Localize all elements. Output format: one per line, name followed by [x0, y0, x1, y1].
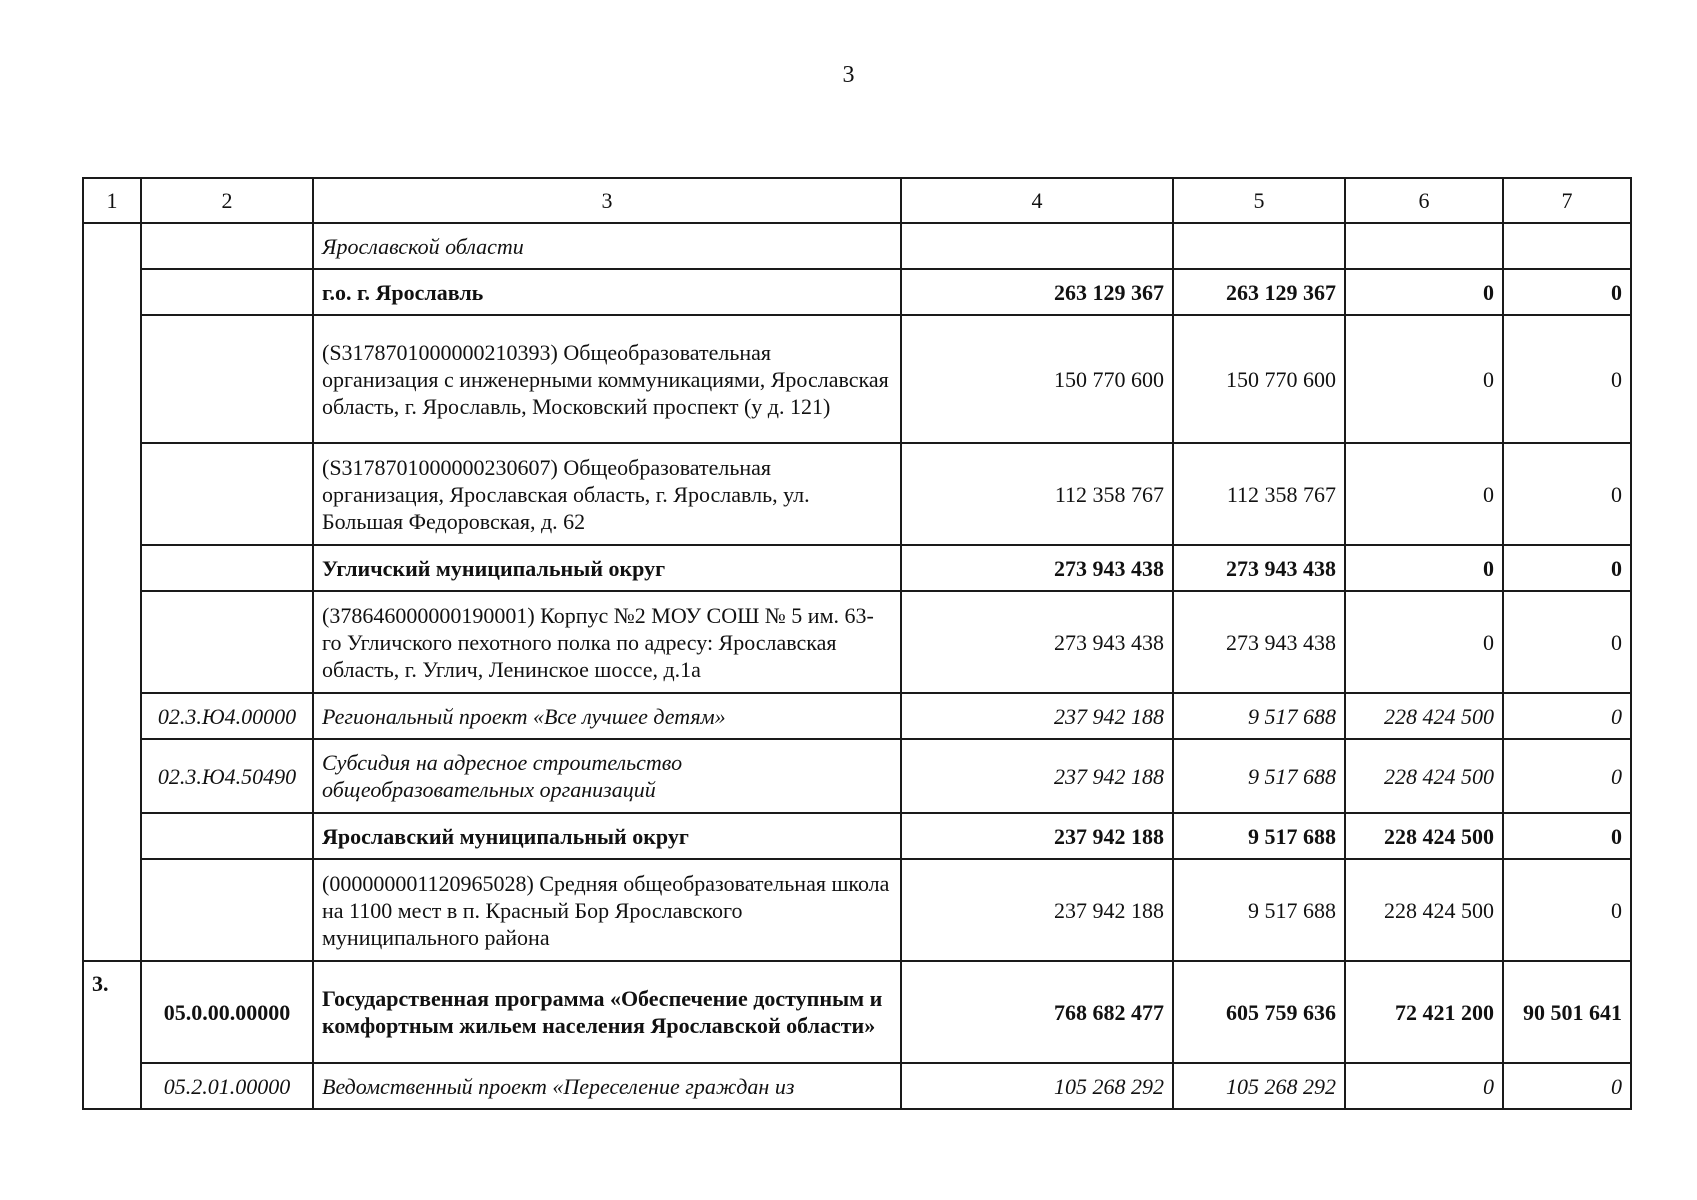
table-row: [83, 545, 1631, 591]
value-cell-6: 228 424 500: [1345, 813, 1503, 859]
column-header: 6: [1345, 178, 1503, 223]
table-row: [83, 1063, 1631, 1109]
code-cell: 05.2.01.00000: [141, 1063, 313, 1109]
table-row: [83, 693, 1631, 739]
value-cell-6: 228 424 500: [1345, 739, 1503, 813]
name-cell: (S3178701000000230607) Общеобразовательная организация, Ярославская область, г. Ярославль, ул. Большая Федоровская, д. 62: [313, 443, 901, 545]
budget-table: [82, 177, 1632, 1110]
name-cell: Ярославский муниципальный округ: [313, 813, 901, 859]
value-cell-6: 228 424 500: [1345, 859, 1503, 961]
value-cell-6: 228 424 500: [1345, 693, 1503, 739]
value-cell-6: 72 421 200: [1345, 961, 1503, 1063]
column-header: 2: [141, 178, 313, 223]
value-cell-4: 263 129 367: [901, 269, 1173, 315]
table-header-row: [83, 178, 1631, 223]
value-cell-7: 0: [1503, 545, 1631, 591]
value-cell-7: 0: [1503, 315, 1631, 443]
code-cell: [141, 859, 313, 961]
value-cell-4: 112 358 767: [901, 443, 1173, 545]
value-cell-6: 0: [1345, 1063, 1503, 1109]
code-cell: 02.3.Ю4.50490: [141, 739, 313, 813]
value-cell-5: [1173, 223, 1345, 269]
value-cell-6: 0: [1345, 545, 1503, 591]
name-cell: г.о. г. Ярославль: [313, 269, 901, 315]
code-cell: [141, 269, 313, 315]
value-cell-4: 105 268 292: [901, 1063, 1173, 1109]
column-header: 3: [313, 178, 901, 223]
column-header: 4: [901, 178, 1173, 223]
value-cell-6: [1345, 223, 1503, 269]
code-cell: [141, 223, 313, 269]
value-cell-4: [901, 223, 1173, 269]
name-cell: Ярославской области: [313, 223, 901, 269]
row-index-cell: [83, 223, 141, 961]
table-row: [83, 443, 1631, 545]
value-cell-4: 768 682 477: [901, 961, 1173, 1063]
name-cell: (S3178701000000210393) Общеобразовательная организация с инженерными коммуникациями, Ярославская область, г. Ярославль, Московский проспект (у д. 121): [313, 315, 901, 443]
value-cell-5: 9 517 688: [1173, 859, 1345, 961]
value-cell-4: 273 943 438: [901, 591, 1173, 693]
name-cell: Субсидия на адресное строительство общеобразовательных организаций: [313, 739, 901, 813]
value-cell-7: 90 501 641: [1503, 961, 1631, 1063]
value-cell-4: 237 942 188: [901, 813, 1173, 859]
value-cell-5: 150 770 600: [1173, 315, 1345, 443]
code-cell: 05.0.00.00000: [141, 961, 313, 1063]
value-cell-6: 0: [1345, 269, 1503, 315]
value-cell-5: 9 517 688: [1173, 813, 1345, 859]
value-cell-4: 150 770 600: [901, 315, 1173, 443]
value-cell-5: 9 517 688: [1173, 693, 1345, 739]
value-cell-7: 0: [1503, 591, 1631, 693]
value-cell-5: 112 358 767: [1173, 443, 1345, 545]
value-cell-6: 0: [1345, 591, 1503, 693]
code-cell: [141, 315, 313, 443]
table-row: [83, 739, 1631, 813]
code-cell: [141, 443, 313, 545]
value-cell-5: 9 517 688: [1173, 739, 1345, 813]
name-cell: Угличский муниципальный округ: [313, 545, 901, 591]
value-cell-4: 273 943 438: [901, 545, 1173, 591]
value-cell-7: 0: [1503, 739, 1631, 813]
table-row: [83, 813, 1631, 859]
name-cell: Региональный проект «Все лучшее детям»: [313, 693, 901, 739]
code-cell: [141, 591, 313, 693]
value-cell-6: 0: [1345, 315, 1503, 443]
name-cell: Государственная программа «Обеспечение доступным и комфортным жильем населения Ярославской области»: [313, 961, 901, 1063]
value-cell-7: 0: [1503, 813, 1631, 859]
value-cell-5: 263 129 367: [1173, 269, 1345, 315]
table-row: [83, 223, 1631, 269]
column-header: 1: [83, 178, 141, 223]
value-cell-5: 605 759 636: [1173, 961, 1345, 1063]
column-header: 7: [1503, 178, 1631, 223]
column-header: 5: [1173, 178, 1345, 223]
value-cell-4: 237 942 188: [901, 693, 1173, 739]
name-cell: (378646000000190001) Корпус №2 МОУ СОШ № 5 им. 63-го Угличского пехотного полка по адресу: Ярославская область, г. Углич, Ленинское шоссе, д.1а: [313, 591, 901, 693]
value-cell-5: 273 943 438: [1173, 545, 1345, 591]
value-cell-7: 0: [1503, 693, 1631, 739]
code-cell: 02.3.Ю4.00000: [141, 693, 313, 739]
name-cell: (000000001120965028) Средняя общеобразовательная школа на 1100 мест в п. Красный Бор Ярославского муниципального района: [313, 859, 901, 961]
table-row: [83, 591, 1631, 693]
table-row: [83, 961, 1631, 1063]
code-cell: [141, 813, 313, 859]
table-row: [83, 315, 1631, 443]
value-cell-7: 0: [1503, 443, 1631, 545]
value-cell-4: 237 942 188: [901, 739, 1173, 813]
table-row: [83, 859, 1631, 961]
value-cell-7: 0: [1503, 269, 1631, 315]
row-index-cell: 3.: [83, 961, 141, 1109]
code-cell: [141, 545, 313, 591]
value-cell-5: 105 268 292: [1173, 1063, 1345, 1109]
value-cell-7: 0: [1503, 859, 1631, 961]
table-row: [83, 269, 1631, 315]
value-cell-6: 0: [1345, 443, 1503, 545]
value-cell-4: 237 942 188: [901, 859, 1173, 961]
value-cell-7: [1503, 223, 1631, 269]
value-cell-7: 0: [1503, 1063, 1631, 1109]
value-cell-5: 273 943 438: [1173, 591, 1345, 693]
page-number: 3: [842, 62, 855, 88]
name-cell: Ведомственный проект «Переселение граждан из: [313, 1063, 901, 1109]
